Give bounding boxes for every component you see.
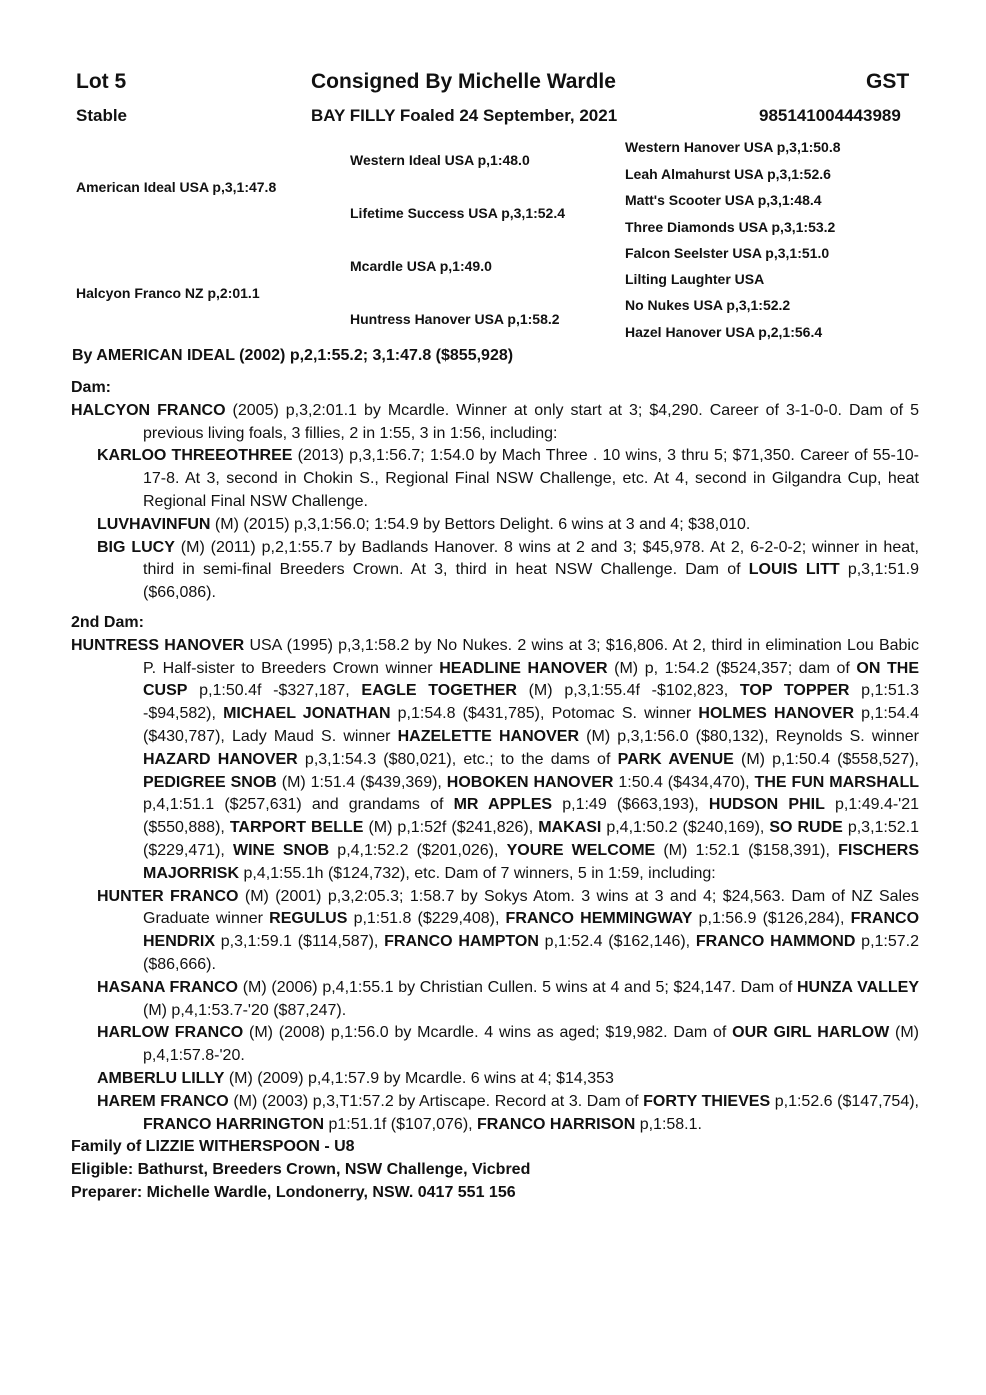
foal-name: KARLOO THREEOTHREE	[97, 447, 293, 465]
second-dam-foal-entry	[71, 1091, 919, 1137]
pedigree-text: (M) p,4,1:53.7-'20 ($87,247).	[143, 1001, 347, 1019]
pedigree-text: p,1:50.4f -$327,187,	[187, 682, 362, 700]
pedigree-gen3: Three Diamonds USA p,3,1:53.2	[625, 219, 836, 235]
horse-name: TARPORT BELLE	[229, 819, 364, 837]
sire-line: By AMERICAN IDEAL (2002) p,2,1:55.2; 3,1:47.8 ($855,928)	[72, 347, 514, 364]
second-dam-foal-entry	[71, 886, 919, 977]
second-dam-foal-entry	[71, 1022, 919, 1068]
horse-name: PARK AVENUE	[617, 750, 734, 768]
pedigree-gen3: Lilting Laughter USA	[625, 271, 765, 287]
pedigree-gen3: Falcon Seelster USA p,3,1:51.0	[625, 245, 830, 261]
eligible-line: Eligible: Bathurst, Breeders Crown, NSW Challenge, Vicbred	[71, 1161, 531, 1179]
horse-name: THE FUN MARSHALL	[754, 773, 920, 791]
horse-name: HAZARD HANOVER	[143, 750, 298, 768]
second-dam-foal-entry	[71, 977, 919, 1023]
horse-name: HOLMES HANOVER	[698, 705, 854, 723]
horse-name: FRANCO HAMMOND	[695, 933, 856, 951]
pedigree-text: (M) (2006) p,4,1:55.1 by Christian Cullen. 5 wins at 4 and 5; $24,147. Dam of	[238, 978, 797, 996]
pedigree-text: p,1:54.4 ($430,787), Lady Maud S. winner	[143, 705, 919, 745]
horse-name: FORTY THIEVES	[643, 1092, 771, 1110]
pedigree-sire: American Ideal USA p,3,1:47.8	[76, 179, 277, 195]
pedigree-text: (M) (2008) p,1:56.0 by Mcardle. 4 wins as aged; $19,982. Dam of	[243, 1024, 733, 1042]
pedigree-text: p,3,1:52.1 ($229,471),	[143, 819, 920, 859]
horse-name: AMBERLU LILLY	[97, 1069, 225, 1087]
foal-entry	[71, 514, 919, 537]
horse-name: HASANA FRANCO	[97, 978, 238, 996]
pedigree-text: (M) p,1:50.4 ($558,527),	[733, 750, 919, 768]
pedigree-gen3: Matt's Scooter USA p,3,1:48.4	[625, 192, 822, 208]
horse-name: HUNTRESS HANOVER	[71, 636, 245, 654]
foal-text: (2013) p,3,1:56.7; 1:54.0 by Mach Three . 10 wins, 3 thru 5; $71,350. Career of 55-10-17-8. At 3, second in Chokin S., Regional Final NSW Challenge, etc. At 4, second in Gilgandra Cup, heat Regional Final NSW Challenge.	[143, 447, 920, 510]
horse-name: FRANCO HAMPTON	[384, 933, 539, 951]
horse-name: YOURE WELCOME	[506, 841, 656, 859]
horse-name: HARLOW FRANCO	[97, 1024, 244, 1042]
pedigree-text: p,4,1:52.2 ($201,026),	[329, 841, 507, 859]
lot-number: Lot 5	[76, 70, 127, 93]
horse-name: FISCHERS MAJORRISK	[143, 841, 919, 882]
horse-name: MAKASI	[538, 819, 602, 837]
microchip-number: 985141004443989	[759, 106, 901, 125]
foal-name: BIG LUCY	[97, 538, 175, 556]
foal-name: LUVHAVINFUN	[97, 515, 211, 533]
foal-progeny-name: LOUIS LITT	[748, 561, 840, 579]
pedigree-text: p1:51.1f ($107,076),	[324, 1115, 478, 1133]
horse-name: MR APPLES	[453, 796, 553, 814]
gst-label: GST	[866, 70, 910, 93]
dam-entry	[71, 400, 919, 446]
pedigree-gen3: No Nukes USA p,3,1:52.2	[625, 297, 791, 313]
horse-name: FRANCO HARRISON	[477, 1115, 636, 1133]
horse-name: PEDIGREE SNOB	[143, 773, 277, 791]
horse-name: HUNZA VALLEY	[796, 978, 920, 996]
foal-entry	[71, 445, 919, 513]
second-dam-foal-entry	[71, 1068, 919, 1091]
foal-progeny-text: p,3,1:51.9 ($66,086).	[143, 561, 920, 602]
family-line: Family of LIZZIE WITHERSPOON - U8	[71, 1138, 355, 1156]
pedigree-text: p,4,1:50.2 ($240,169),	[601, 819, 770, 837]
pedigree-text: p,3,1:54.3 ($80,021), etc.; to the dams of	[297, 750, 618, 768]
pedigree-gen2: Mcardle USA p,1:49.0	[350, 258, 492, 274]
horse-name: FRANCO HENDRIX	[143, 910, 920, 951]
horse-name: HEADLINE HANOVER	[439, 659, 608, 677]
second-dam-heading: 2nd Dam:	[71, 613, 144, 631]
horse-name: FRANCO HARRINGTON	[143, 1115, 325, 1133]
pedigree-text: p,3,1:59.1 ($114,587),	[215, 933, 385, 951]
horse-name: SO RUDE	[769, 819, 843, 837]
pedigree-text: p,1:51.8 ($229,408),	[347, 910, 506, 928]
pedigree-text: (M) p,4,1:57.8-'20.	[143, 1024, 919, 1065]
foal-text: (M) (2011) p,2,1:55.7 by Badlands Hanover. 8 wins at 2 and 3; $45,978. At 2, 6-2-0-2; winner in heat, third in semi-final Breeders Crown. At 3, third in heat NSW Challenge. Dam of	[143, 538, 920, 579]
horse-name: EAGLE TOGETHER	[361, 682, 517, 700]
pedigree-text: p,1:51.3 -$94,582),	[143, 682, 919, 723]
consignor: Consigned By Michelle Wardle	[311, 70, 616, 93]
second-dam-foals	[71, 886, 919, 1137]
pedigree-gen2: Western Ideal USA p,1:48.0	[350, 152, 530, 168]
horse-name: HAREM FRANCO	[97, 1092, 229, 1110]
pedigree-text: (M) p,3,1:55.4f -$102,823,	[516, 682, 740, 700]
pedigree-text: 1:50.4 ($434,470),	[613, 773, 755, 791]
pedigree-gen2: Huntress Hanover USA p,1:58.2	[350, 311, 560, 327]
horse-name: ON THE CUSP	[143, 659, 920, 700]
dam-text: (2005) p,3,2:01.1 by Mcardle. Winner at only start at 3; $4,290. Career of 3-1-0-0. Dam of 5 previous living foals, 3 fillies, 2 in 1:55, 3 in 1:56, including:	[143, 401, 919, 442]
stable-label: Stable	[76, 106, 128, 125]
pedigree-text: (M) (2009) p,4,1:57.9 by Mcardle. 6 wins at 4; $14,353	[224, 1069, 614, 1087]
pedigree-gen3: Hazel Hanover USA p,2,1:56.4	[625, 324, 823, 340]
pedigree-gen3: Leah Almahurst USA p,3,1:52.6	[625, 166, 831, 182]
pedigree-text: (M) (2003) p,3,T1:57.2 by Artiscape. Record at 3. Dam of	[228, 1092, 644, 1110]
pedigree-text: p,1:54.8 ($431,785), Potomac S. winner	[390, 705, 699, 723]
pedigree-text: p,1:52.6 ($147,754),	[770, 1092, 920, 1110]
pedigree-text: p,1:56.9 ($126,284),	[692, 910, 851, 928]
pedigree-text: p,1:49 ($663,193),	[552, 796, 709, 814]
horse-name: HUDSON PHIL	[708, 796, 825, 814]
pedigree-text: (M) 1:52.1 ($158,391),	[655, 841, 839, 859]
horse-name: HOBOKEN HANOVER	[446, 773, 614, 791]
horse-name: HUNTER FRANCO	[97, 887, 239, 905]
horse-name: TOP TOPPER	[739, 682, 850, 700]
foal-text: (M) (2015) p,3,1:56.0; 1:54.9 by Bettors Delight. 6 wins at 3 and 4; $38,010.	[210, 515, 751, 533]
dam-heading: Dam:	[71, 379, 112, 396]
horse-name: REGULUS	[269, 910, 348, 928]
horse-description: BAY FILLY Foaled 24 September, 2021	[311, 106, 618, 125]
horse-name: HAZELETTE HANOVER	[397, 727, 579, 745]
pedigree-text: p,1:57.2 ($86,666).	[143, 933, 919, 973]
pedigree-text: (M) (2001) p,3,2:05.3; 1:58.7 by Sokys Atom. 3 wins at 3 and 4; $24,563. Dam of NZ Sales Graduate winner	[143, 887, 920, 928]
catalogue-body	[71, 377, 919, 1205]
pedigree-text: (M) p, 1:54.2 ($524,357; dam of	[607, 659, 857, 677]
dam-name: HALCYON FRANCO	[71, 401, 226, 419]
foal-entry	[71, 537, 919, 605]
second-dam-entry	[71, 635, 919, 886]
pedigree-text: (M) p,1:52f ($241,826),	[363, 819, 539, 837]
pedigree-text: p,1:58.1.	[635, 1115, 702, 1133]
pedigree-text: p,1:52.4 ($162,146),	[538, 933, 696, 951]
pedigree-dam: Halcyon Franco NZ p,2:01.1	[76, 285, 260, 301]
pedigree-text: p,4,1:51.1 ($257,631) and grandams of	[143, 796, 454, 814]
horse-name: OUR GIRL HARLOW	[732, 1024, 890, 1042]
horse-name: WINE SNOB	[232, 841, 330, 859]
horse-name: FRANCO HEMMINGWAY	[505, 910, 693, 928]
pedigree-gen2: Lifetime Success USA p,3,1:52.4	[350, 205, 566, 221]
horse-name: MICHAEL JONATHAN	[223, 705, 391, 723]
pedigree-gen3: Western Hanover USA p,3,1:50.8	[625, 139, 841, 155]
pedigree-text: p,1:49.4-'21 ($550,888),	[143, 796, 920, 837]
pedigree-text: USA (1995) p,3,1:58.2 by No Nukes. 2 wins at 3; $16,806. At 2, third in elimination Lou Babic P. Half-sister to Breeders Crown winner	[143, 636, 919, 677]
pedigree-text: (M) 1:51.4 ($439,369),	[276, 773, 447, 791]
pedigree-text: (M) p,3,1:56.0 ($80,132), Reynolds S. winner	[579, 727, 920, 745]
pedigree-text: p,4,1:55.1h ($124,732), etc. Dam of 7 winners, 5 in 1:59, including:	[239, 864, 716, 882]
preparer-line: Preparer: Michelle Wardle, Londonerry, NSW. 0417 551 156	[71, 1183, 516, 1201]
